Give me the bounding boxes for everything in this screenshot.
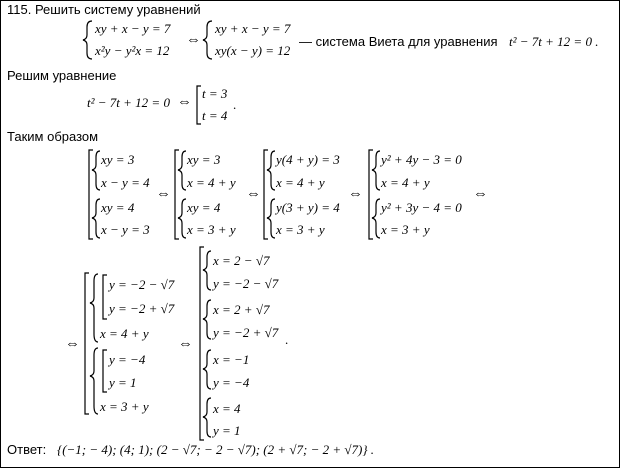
quadratic-equation: t² − 7t + 12 = 0 (87, 95, 170, 110)
vieta-text: — система Виета для уравнения (299, 34, 498, 49)
square-bracket (89, 150, 93, 239)
curly-brace (267, 151, 275, 190)
curly-brace (92, 199, 100, 238)
set4-line: y² + 3y − 4 = 0 (381, 200, 462, 215)
set5-line: y = −4 (109, 352, 146, 367)
curly-brace (372, 151, 380, 190)
equivalence-sign: ⇔ (473, 186, 488, 202)
curly-brace (178, 199, 186, 238)
set2-line: xy = 3 (187, 152, 221, 167)
vieta-equation: t² − 7t + 12 = 0 . (509, 34, 599, 49)
curly-brace (178, 151, 186, 190)
set6-line: x = 4 (213, 401, 241, 416)
square-bracket (197, 86, 201, 124)
set6-line: y = 1 (213, 423, 241, 438)
set5-line: y = 1 (109, 375, 137, 390)
system2-eq2: xy(x − y) = 12 (215, 43, 291, 58)
set2-line: x = 4 + y (187, 175, 236, 190)
set1-line: xy = 4 (101, 200, 135, 215)
system1-eq1: xy + x − y = 7 (95, 21, 171, 36)
equivalence-sign: ⇔ (348, 186, 363, 202)
equivalence-sign: ⇔ (246, 186, 261, 202)
equivalence-sign: ⇔ (178, 336, 193, 352)
set3-line: y(4 + y) = 3 (276, 152, 340, 167)
curly-brace (92, 151, 100, 190)
square-bracket (369, 150, 373, 239)
curly-brace (203, 300, 211, 339)
curly-brace (90, 274, 98, 342)
system2-eq1: xy + x − y = 7 (215, 21, 291, 36)
set1-line: x − y = 3 (101, 222, 150, 237)
set1-line: x − y = 4 (101, 175, 150, 190)
set4-line: x = 4 + y (381, 175, 430, 190)
set4-line: x = 3 + y (381, 222, 430, 237)
answer-label: Ответ: (7, 442, 47, 457)
set5-line: x = 4 + y (100, 326, 149, 341)
set6-line: y = −4 (213, 375, 250, 390)
period: . (285, 332, 289, 347)
equivalence-sign: ⇔ (65, 336, 80, 352)
set5-line: y = −2 − √7 (109, 277, 175, 292)
set6-line: x = 2 + √7 (213, 302, 270, 317)
square-bracket (200, 247, 204, 440)
set3-line: x = 4 + y (276, 175, 325, 190)
curly-brace (203, 251, 211, 290)
equivalence-sign: ⇔ (156, 186, 171, 202)
curly-brace (267, 199, 275, 238)
period: . (233, 97, 237, 112)
curly-brace (203, 21, 212, 59)
root-1: t = 3 (202, 86, 228, 101)
curly-brace (90, 348, 98, 414)
set4-line: y² + 4y − 3 = 0 (381, 152, 462, 167)
square-bracket (175, 150, 179, 239)
solve-label: Решим уравнение (7, 68, 117, 83)
square-bracket (103, 350, 107, 392)
curly-brace (203, 398, 211, 437)
curly-brace (203, 350, 211, 389)
problem-title: 115. Решить систему уравнений (7, 2, 201, 17)
set6-line: x = 2 − √7 (213, 253, 270, 268)
set6-line: x = −1 (213, 352, 250, 367)
set3-line: x = 3 + y (276, 222, 325, 237)
set2-line: xy = 4 (187, 200, 221, 215)
math-delimiters (1, 1, 619, 467)
set6-line: y = −2 − √7 (213, 276, 279, 291)
set6-line: y = −2 + √7 (213, 325, 279, 340)
thus-label: Таким образом (7, 129, 99, 144)
set1-line: xy = 3 (101, 152, 135, 167)
equivalence-sign: ⇔ (177, 94, 192, 110)
system1-eq2: x²y − y²x = 12 (95, 43, 170, 58)
equivalence-sign: ⇔ (186, 32, 201, 48)
set5-line: y = −2 + √7 (109, 301, 175, 316)
square-bracket (103, 275, 107, 319)
set5-line: x = 3 + y (100, 399, 149, 414)
answer-value: {(−1; − 4); (4; 1); (2 − √7; − 2 − √7); (2 + √7; − 2 + √7)} . (57, 442, 375, 457)
square-bracket (85, 273, 89, 414)
square-bracket (264, 150, 268, 239)
root-2: t = 4 (202, 108, 228, 123)
curly-brace (372, 199, 380, 238)
set3-line: y(3 + y) = 4 (276, 200, 340, 215)
set2-line: x = 3 + y (187, 222, 236, 237)
curly-brace (83, 21, 92, 59)
